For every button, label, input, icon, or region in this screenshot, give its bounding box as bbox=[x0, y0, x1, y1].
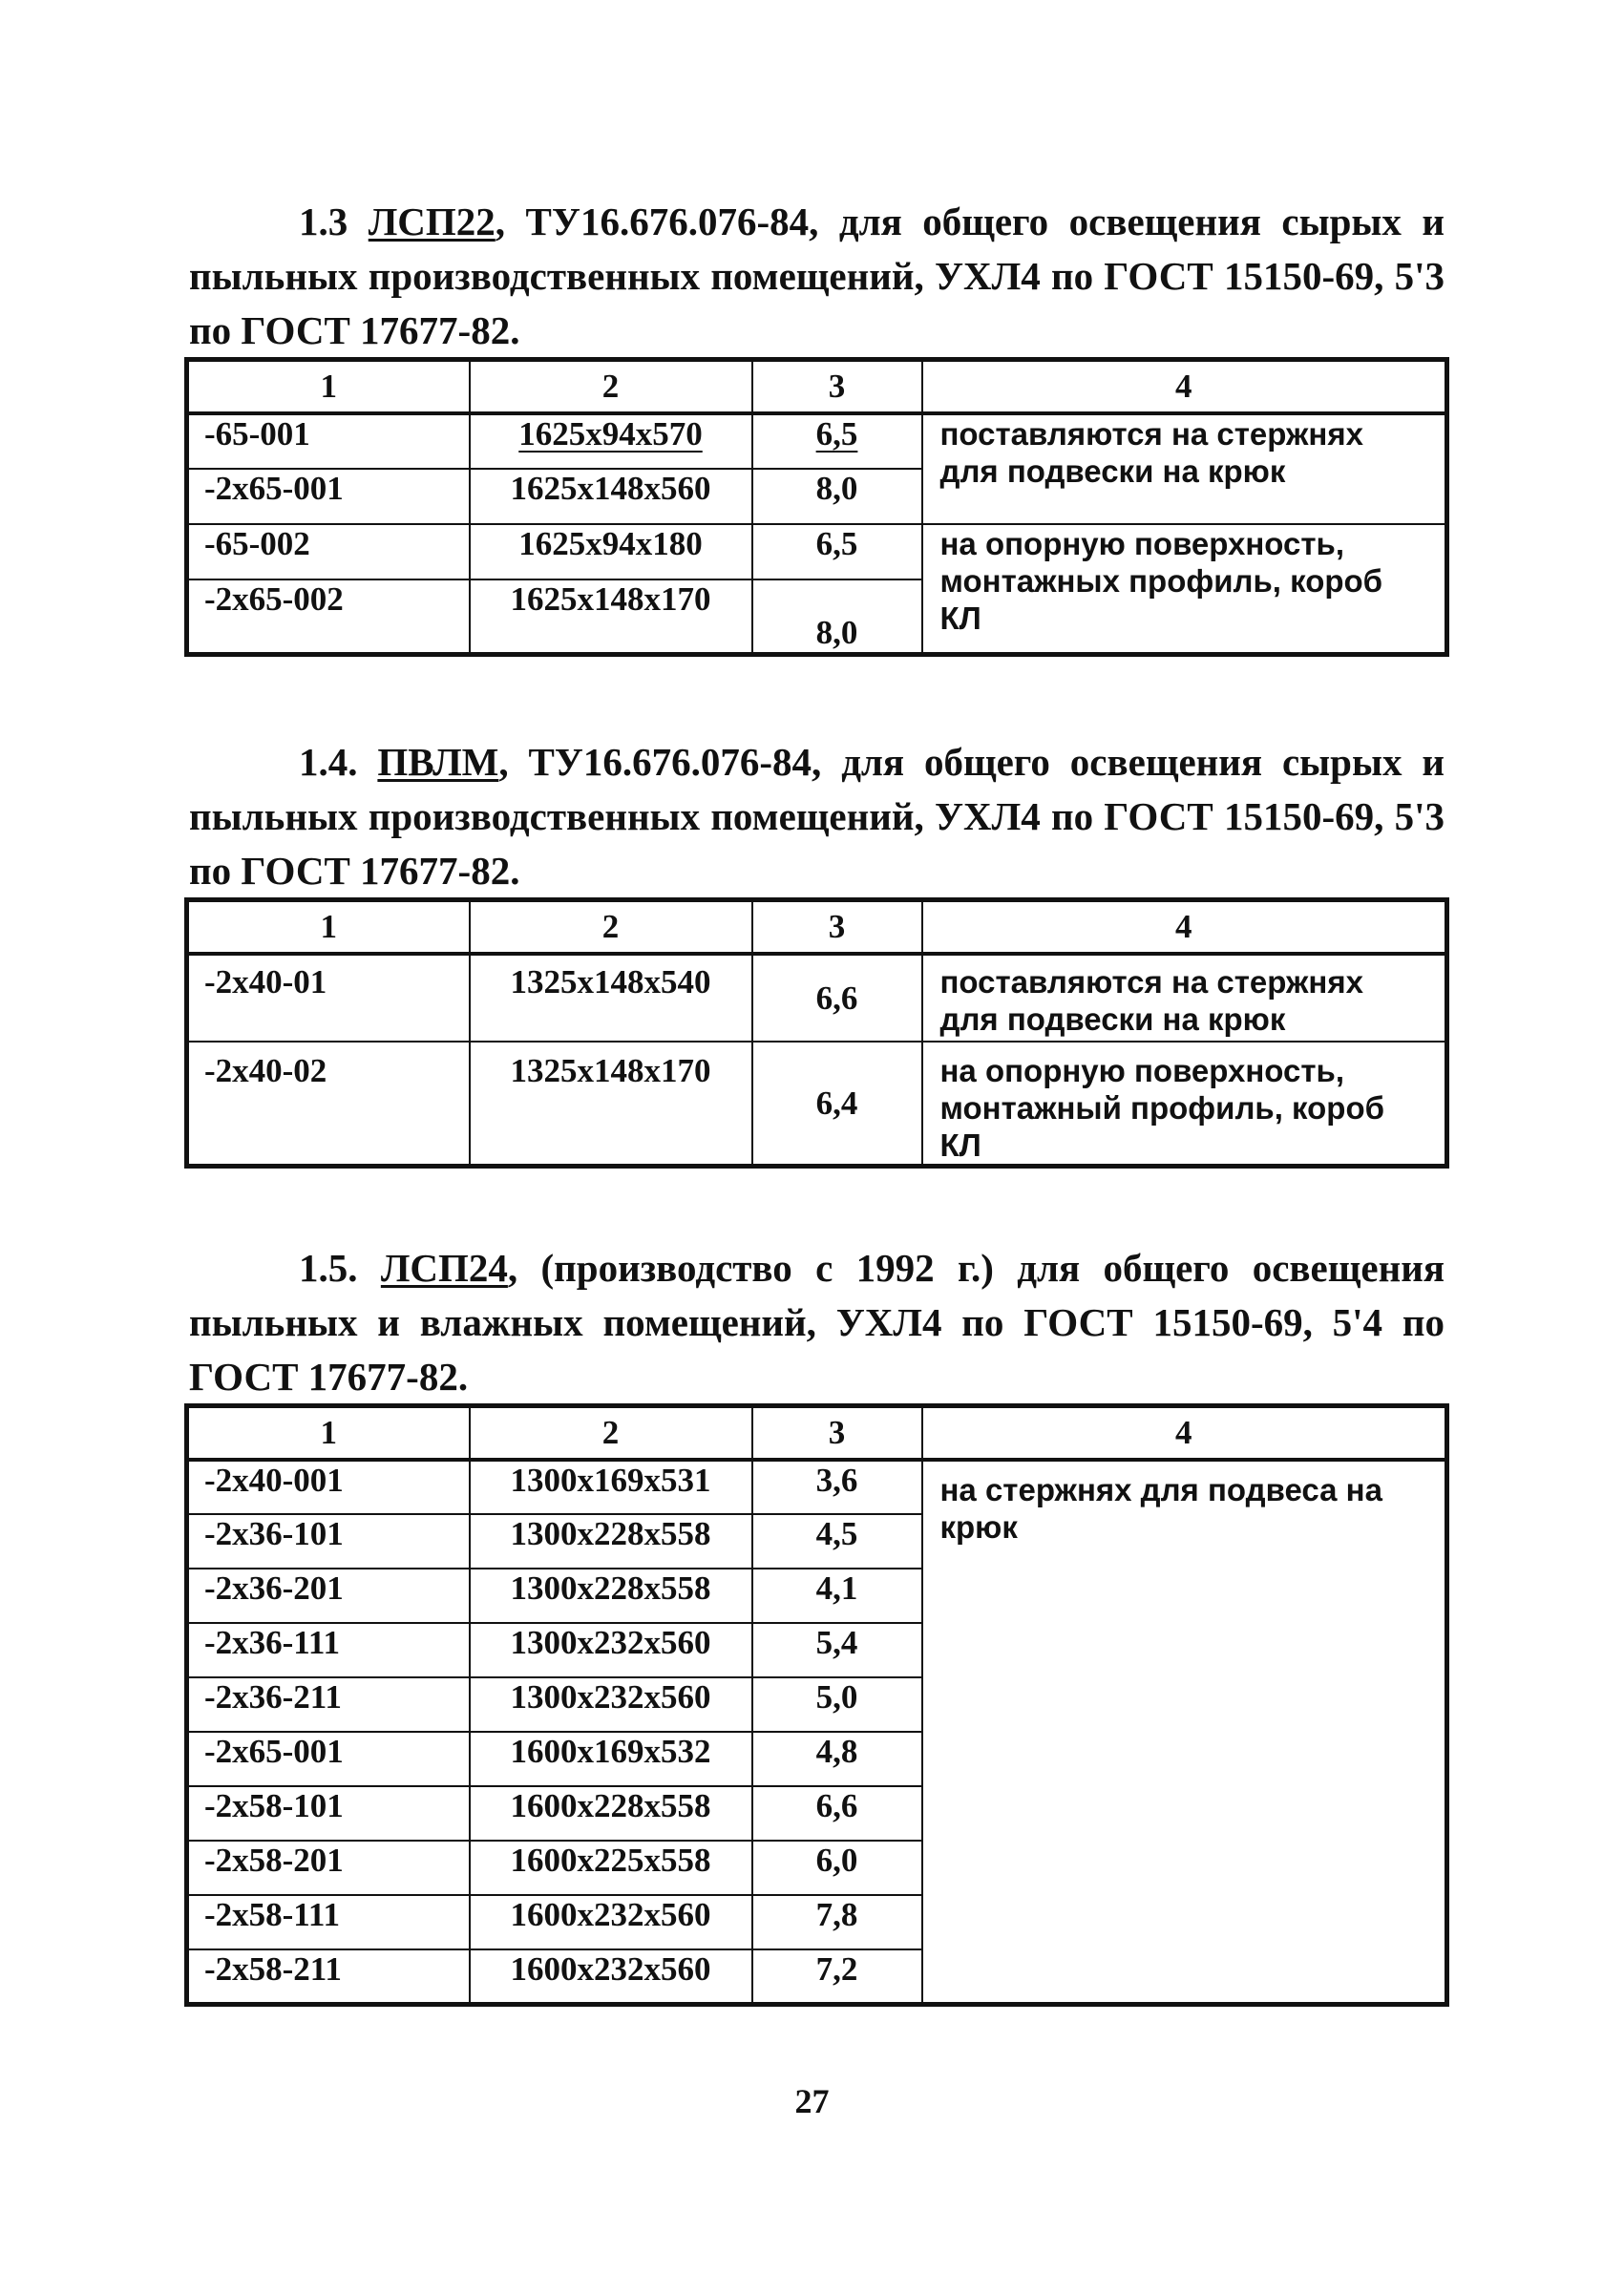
section-text: , ТУ16.676.076-84, для общего освещения сырых и пыльных производственных помещений, УХЛ4 по ГОСТ 15150-69, 5'3 по ГОСТ 17677-82. bbox=[189, 200, 1445, 352]
model-code: -2x58-111 bbox=[187, 1895, 470, 1949]
dimensions: 1600x225x558 bbox=[470, 1841, 752, 1895]
dimensions: 1625x148x560 bbox=[470, 469, 752, 524]
mass: 6,6 bbox=[752, 1786, 922, 1841]
header-cell: 2 bbox=[470, 360, 752, 414]
dimensions: 1600x228x558 bbox=[470, 1786, 752, 1841]
dimensions: 1625x148x170 bbox=[470, 579, 752, 654]
header-cell: 1 bbox=[187, 360, 470, 414]
dimensions: 1600x232x560 bbox=[470, 1949, 752, 2004]
header-cell: 3 bbox=[752, 1406, 922, 1461]
page-number: 27 bbox=[794, 2082, 830, 2120]
section-text: , (производство с 1992 г.) для общего освещения пыльных и влажных помещений, УХЛ4 по ГОСТ 15150-69, 5'4 по ГОСТ 17677-82. bbox=[189, 1246, 1445, 1399]
table-row bbox=[187, 524, 1447, 579]
dimensions: 1300x169x531 bbox=[470, 1460, 752, 1514]
mass: 5,0 bbox=[752, 1677, 922, 1732]
header-cell: 4 bbox=[922, 900, 1447, 955]
model-code: -2x58-201 bbox=[187, 1841, 470, 1895]
header-cell: 3 bbox=[752, 900, 922, 955]
section-number: 1.4. bbox=[299, 740, 358, 784]
header-cell: 2 bbox=[470, 1406, 752, 1461]
table-row bbox=[187, 1460, 1447, 1514]
mass: 5,4 bbox=[752, 1623, 922, 1677]
header-cell: 4 bbox=[922, 360, 1447, 414]
header-cell: 1 bbox=[187, 900, 470, 955]
mass: 6,5 bbox=[752, 413, 922, 469]
dimensions: 1625x94x570 bbox=[470, 413, 752, 469]
mass: 6,6 bbox=[752, 954, 922, 1042]
note-cell: поставляются на стержнях для подвески на крюк bbox=[922, 413, 1447, 524]
header-cell: 4 bbox=[922, 1406, 1447, 1461]
header-cell: 2 bbox=[470, 900, 752, 955]
luminaire-name: ЛСП24 bbox=[380, 1246, 508, 1290]
table-header-row bbox=[187, 900, 1447, 955]
section-text: , ТУ16.676.076-84, для общего освещения сырых и пыльных производственных помещений, УХЛ4 по ГОСТ 15150-69, 5'3 по ГОСТ 17677-82. bbox=[189, 740, 1445, 893]
model-code: -2x36-101 bbox=[187, 1514, 470, 1569]
model-code: -65-002 bbox=[187, 524, 470, 579]
mass: 6,4 bbox=[752, 1042, 922, 1167]
header-cell: 3 bbox=[752, 360, 922, 414]
mass: 4,8 bbox=[752, 1732, 922, 1786]
note-cell: на стержнях для подвеса на крюк bbox=[922, 1460, 1447, 2004]
model-code: -2x36-201 bbox=[187, 1569, 470, 1623]
note-cell: на опорную поверхность, монтажных профиль, короб КЛ bbox=[922, 524, 1447, 654]
dimensions: 1300x228x558 bbox=[470, 1514, 752, 1569]
luminaire-name: ЛСП22 bbox=[368, 200, 496, 243]
dimensions: 1600x232x560 bbox=[470, 1895, 752, 1949]
table-1-3 bbox=[184, 357, 1449, 657]
mass: 7,2 bbox=[752, 1949, 922, 2004]
mass: 6,5 bbox=[752, 524, 922, 579]
section-1-4-paragraph bbox=[189, 735, 1445, 898]
model-code: -2x58-211 bbox=[187, 1949, 470, 2004]
model-code: -2x40-001 bbox=[187, 1460, 470, 1514]
dimensions: 1300x232x560 bbox=[470, 1623, 752, 1677]
model-code: -2x65-001 bbox=[187, 469, 470, 524]
section-1-3-paragraph bbox=[189, 195, 1445, 358]
section-1-5-paragraph bbox=[189, 1241, 1445, 1404]
mass: 8,0 bbox=[752, 579, 922, 654]
model-code: -2x65-001 bbox=[187, 1732, 470, 1786]
mass: 6,0 bbox=[752, 1841, 922, 1895]
mass: 8,0 bbox=[752, 469, 922, 524]
mass: 4,5 bbox=[752, 1514, 922, 1569]
dimensions: 1600x169x532 bbox=[470, 1732, 752, 1786]
model-code: -2x36-111 bbox=[187, 1623, 470, 1677]
table-row bbox=[187, 1042, 1447, 1167]
table-1-5 bbox=[184, 1403, 1449, 2007]
dimensions: 1300x232x560 bbox=[470, 1677, 752, 1732]
model-code: -2x65-002 bbox=[187, 579, 470, 654]
table-header-row bbox=[187, 1406, 1447, 1461]
dimensions: 1325x148x170 bbox=[470, 1042, 752, 1167]
table-header-row bbox=[187, 360, 1447, 414]
model-code: -2x58-101 bbox=[187, 1786, 470, 1841]
dimensions: 1300x228x558 bbox=[470, 1569, 752, 1623]
dimensions: 1325x148x540 bbox=[470, 954, 752, 1042]
note-cell: поставляются на стержнях для подвески на крюк bbox=[922, 954, 1447, 1042]
table-row bbox=[187, 413, 1447, 469]
table-row bbox=[187, 954, 1447, 1042]
section-number: 1.3 bbox=[299, 200, 348, 243]
mass: 3,6 bbox=[752, 1460, 922, 1514]
header-cell: 1 bbox=[187, 1406, 470, 1461]
note-cell: на опорную поверхность, монтажный профиль, короб КЛ bbox=[922, 1042, 1447, 1167]
model-code: -2x40-01 bbox=[187, 954, 470, 1042]
mass: 7,8 bbox=[752, 1895, 922, 1949]
table-1-4 bbox=[184, 897, 1449, 1169]
dimensions: 1625x94x180 bbox=[470, 524, 752, 579]
model-code: -2x40-02 bbox=[187, 1042, 470, 1167]
mass: 4,1 bbox=[752, 1569, 922, 1623]
section-number: 1.5. bbox=[299, 1246, 358, 1290]
model-code: -65-001 bbox=[187, 413, 470, 469]
model-code: -2x36-211 bbox=[187, 1677, 470, 1732]
luminaire-name: ПВЛМ bbox=[377, 740, 499, 784]
